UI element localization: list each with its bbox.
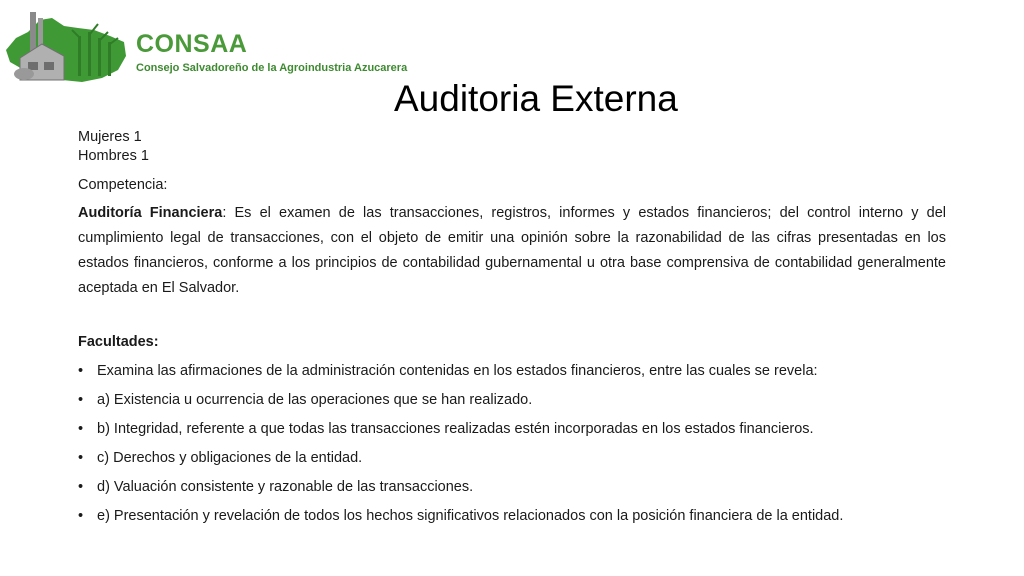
men-count: Hombres 1 xyxy=(78,148,149,164)
bullet-icon: • xyxy=(78,421,84,437)
facultades-list xyxy=(78,362,946,536)
list-item-text: a) Existencia u ocurrencia de las operaciones que se han realizado. xyxy=(97,392,533,408)
bullet-icon: • xyxy=(78,450,84,466)
financial-audit-term: Auditoría Financiera xyxy=(78,205,223,221)
bullet-icon: • xyxy=(78,508,84,524)
list-item-text: e) Presentación y revelación de todos los hechos significativos relacionados con la posición financiera de la entidad. xyxy=(97,508,844,524)
slide-content xyxy=(78,128,946,536)
list-item xyxy=(78,478,946,507)
list-item xyxy=(78,449,946,478)
list-item xyxy=(78,507,946,536)
list-item-text: b) Integridad, referente a que todas las transacciones realizadas estén incorporadas en los estados financieros. xyxy=(97,421,814,437)
list-item-text: d) Valuación consistente y razonable de las transacciones. xyxy=(97,479,474,495)
list-item-text: c) Derechos y obligaciones de la entidad. xyxy=(97,450,363,466)
list-item xyxy=(78,391,946,420)
competencia-label: Competencia: xyxy=(78,177,168,193)
list-item xyxy=(78,420,946,449)
bullet-icon: • xyxy=(78,479,84,495)
bullet-icon: • xyxy=(78,392,84,408)
women-count: Mujeres 1 xyxy=(78,129,142,145)
financial-audit-text: : Es el examen de las transacciones, registros, informes y estados financieros; del control interno y del cumplimiento legal de transacciones, con el objeto de emitir una opinión sobre la razonabilidad de las cifras presentadas en los estados financieros, conforme a los principios de contabilidad gubernamental u otra base comprensiva de contabilidad generalmente aceptada en El Salvador. xyxy=(78,205,946,296)
list-item xyxy=(78,362,946,391)
logo-name: CONSAA xyxy=(136,30,248,58)
list-item-text: Examina las afirmaciones de la administración contenidas en los estados financieros, entre las cuales se revela: xyxy=(97,363,818,379)
sugar-mill-logo-icon xyxy=(2,8,132,88)
logo-subtitle: Consejo Salvadoreño de la Agroindustria Azucarera xyxy=(136,62,408,74)
facultades-heading: Facultades: xyxy=(78,334,159,350)
consaa-logo xyxy=(2,8,422,88)
page-title: Auditoria Externa xyxy=(394,78,678,119)
financial-audit-paragraph xyxy=(78,201,946,301)
bullet-icon: • xyxy=(78,363,84,379)
